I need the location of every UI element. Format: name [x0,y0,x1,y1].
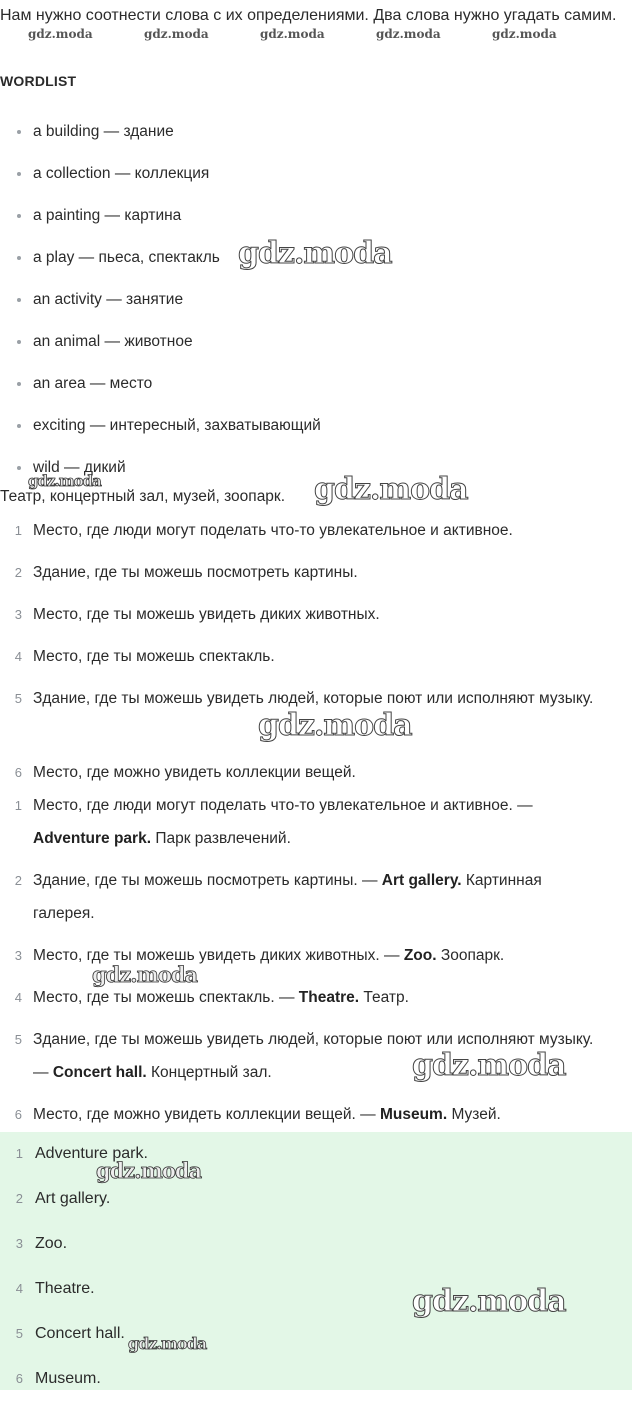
item-number: 2 [15,1191,23,1206]
answer-translation: Зоопарк. [436,947,505,964]
watermark: gdz.moda [412,1048,566,1083]
short-answers-panel [0,1132,632,1390]
answer-term: Adventure park. [33,830,152,847]
question-item [0,640,620,682]
watermark: gdz.moda [376,27,441,41]
list-item: a painting — картина [14,196,321,238]
question-text: Здание, где ты можешь увидеть людей, которые поют или исполняют музыку. [33,690,594,707]
wordlist-heading: WORDLIST [0,73,77,89]
answer-item [0,789,620,864]
list-item: wild — дикий [14,448,321,490]
item-number: 5 [14,691,22,706]
item-number: 1 [14,798,22,813]
item-number: 1 [14,523,22,538]
answer-translation: Картинная галерея. [33,872,542,922]
watermark: gdz.moda [258,708,412,743]
watermark: gdz.moda [92,962,198,987]
short-answer-item [0,1136,620,1181]
item-number: 2 [14,873,22,888]
answer-question: Место, где люди могут поделать что-то увлекательное и активное. — [33,797,533,814]
item-number: 4 [14,649,22,664]
wordlist [14,112,321,490]
watermark: gdz.moda [314,472,468,507]
question-text: Место, где можно увидеть коллекции вещей. [33,764,356,781]
answer-question: Место, где ты можешь спектакль. — [33,989,299,1006]
answer-term: Theatre. [298,989,360,1006]
short-answer-text: Adventure park. [35,1145,148,1162]
answer-translation: Парк развлечений. [151,830,291,847]
list-item: exciting — интересный, захватывающий [14,406,321,448]
question-item [0,598,620,640]
item-number: 6 [14,1107,22,1122]
answer-term: Concert hall. [52,1064,147,1081]
answer-item [0,981,620,1023]
list-item: an activity — занятие [14,280,321,322]
short-answer-item [0,1316,620,1361]
short-answer-item [0,1361,620,1406]
item-number: 1 [15,1146,23,1161]
item-number: 5 [15,1326,23,1341]
short-answer-text: Art gallery. [35,1190,111,1207]
short-answer-item [0,1181,620,1226]
answer-question: Здание, где ты можешь посмотреть картины. — [33,872,382,889]
question-text: Здание, где ты можешь посмотреть картины. [33,564,358,581]
short-answer-text: Concert hall. [35,1325,125,1342]
intro-text: Нам нужно соотнести слова с их определениями. Два слова нужно угадать самим. [0,7,617,24]
question-text: Место, где ты можешь увидеть диких животных. [33,606,380,623]
item-number: 2 [14,565,22,580]
watermark: gdz.moda [260,27,325,41]
question-list [0,514,620,798]
places-line: Театр, концертный зал, музей, зоопарк. [0,488,286,505]
item-number: 6 [15,1371,23,1386]
list-item: a building — здание [14,112,321,154]
answer-question: Здание, где ты можешь увидеть людей, которые поют или исполняют музыку. — [33,1031,594,1081]
watermark: gdz.moda [28,472,101,490]
item-number: 3 [14,948,22,963]
answer-translation: Театр. [359,989,409,1006]
list-item: a collection — коллекция [14,154,321,196]
short-answer-item [0,1226,620,1271]
watermark: gdz.moda [128,1334,207,1353]
answer-term: Art gallery. [381,872,462,889]
question-text: Место, где ты можешь спектакль. [33,648,275,665]
item-number: 5 [14,1032,22,1047]
short-answer-text: Museum. [35,1370,101,1387]
watermark: gdz.moda [412,1284,566,1319]
watermark: gdz.moda [144,27,209,41]
list-item: a play — пьеса, спектакль [14,238,321,280]
item-number: 3 [14,607,22,622]
item-number: 4 [15,1281,23,1296]
watermark: gdz.moda [238,236,392,271]
answer-item [0,864,620,939]
answer-question: Место, где можно увидеть коллекции вещей. — [33,1106,380,1123]
item-number: 4 [14,990,22,1005]
answer-translation: Музей. [447,1106,501,1123]
item-number: 3 [15,1236,23,1251]
short-answer-text: Zoo. [35,1235,68,1252]
short-answer-list [0,1136,620,1406]
question-item [0,556,620,598]
item-number: 6 [14,765,22,780]
watermark: gdz.moda [28,27,93,41]
watermark: gdz.moda [492,27,557,41]
short-answer-text: Theatre. [35,1280,95,1297]
answer-term: Museum. [379,1106,448,1123]
list-item: an area — место [14,364,321,406]
answer-question: Место, где ты можешь увидеть диких животных. — [33,947,404,964]
answer-translation: Концертный зал. [146,1064,272,1081]
list-item: an animal — животное [14,322,321,364]
answer-term: Zoo. [403,947,437,964]
watermark: gdz.moda [96,1158,202,1183]
question-text: Место, где люди могут поделать что-то увлекательное и активное. [33,522,513,539]
question-item [0,514,620,556]
